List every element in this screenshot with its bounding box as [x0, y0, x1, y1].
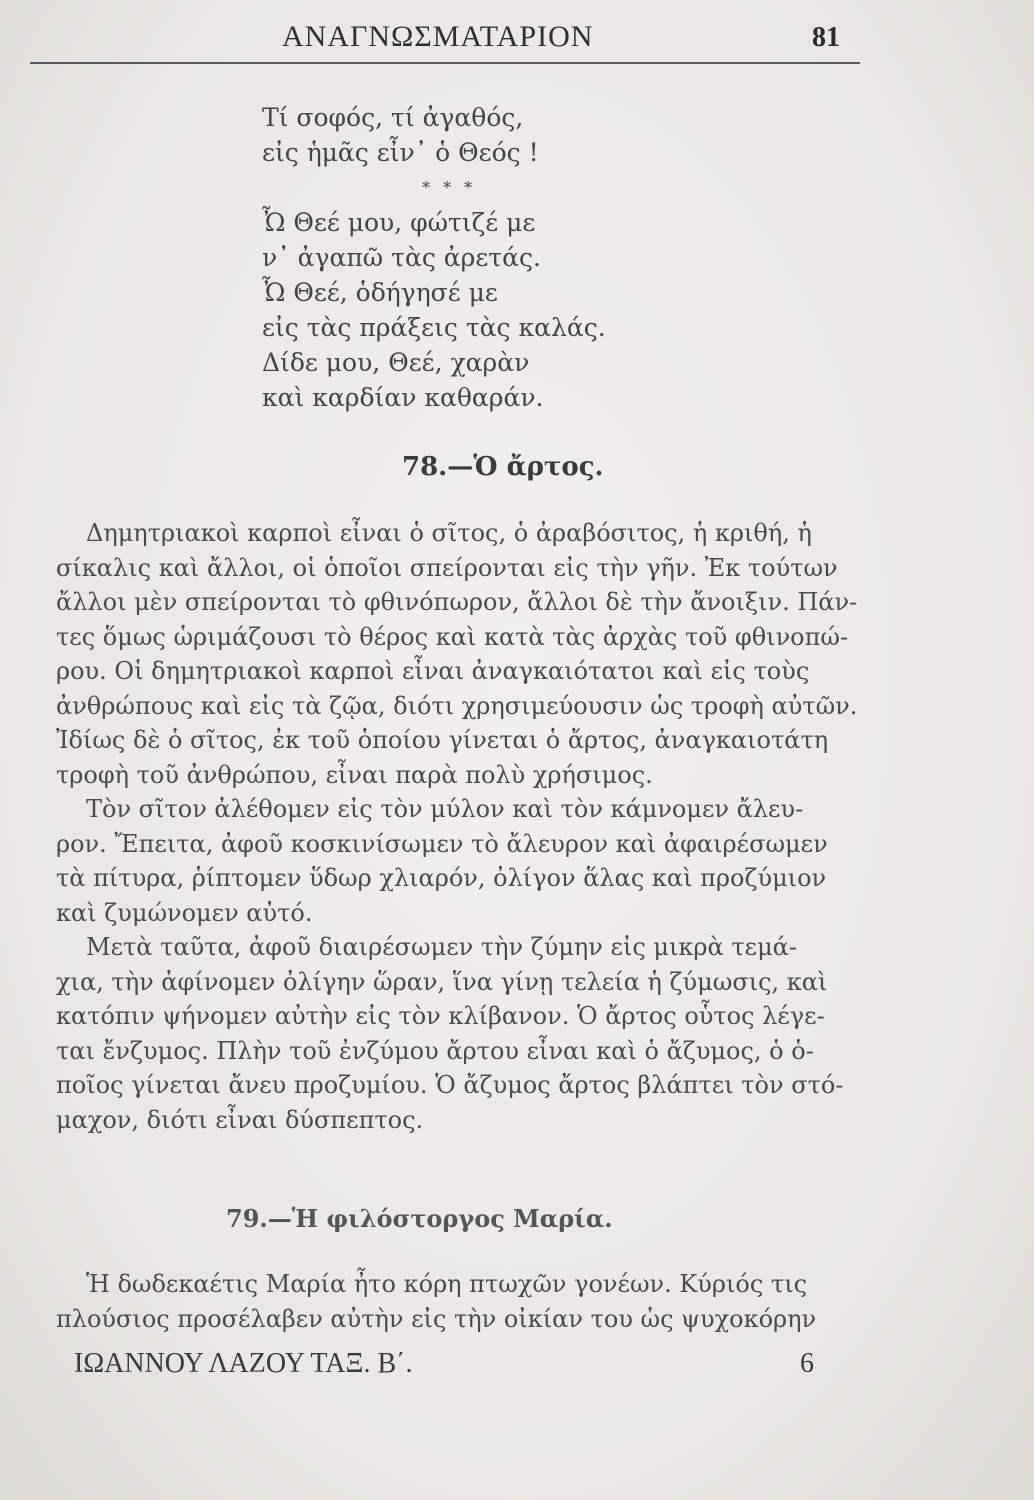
- text-line: Ἰδίως δὲ ὁ σῖτος, ἐκ τοῦ ὁποίου γίνεται ὁ ἄρτος, ἀναγκαιοτάτη: [56, 726, 829, 754]
- poem-line: Δίδε μου, Θεέ, χαρὰν: [262, 348, 530, 377]
- running-title: ΑΝΑΓΝΩΣΜΑΤΑΡΙΟΝ: [282, 20, 594, 53]
- section-heading-78: 78.—Ὁ ἄρτος.: [402, 452, 604, 482]
- text-line: Μετὰ ταῦτα, ἀφοῦ διαιρέσωμεν τὴν ζύμην εἰς μικρὰ τεμά-: [86, 933, 797, 961]
- text-line: καὶ ζυμώνομεν αὐτό.: [56, 898, 313, 927]
- text-line: τροφὴ τοῦ ἀνθρώπου, εἶναι παρὰ πολὺ χρήσιμος.: [56, 760, 653, 789]
- poem: [262, 100, 606, 415]
- poem-line: εἰς ἡμᾶς εἶν᾽ ὁ Θεός !: [262, 138, 539, 167]
- text-line: πλούσιος προσέλαβεν αὐτὴν εἰς τὴν οἰκίαν του ὡς ψυχοκόρην: [56, 1304, 817, 1333]
- poem-line: Ὦ Θεέ, ὁδήγησέ με: [262, 278, 498, 307]
- text-line: ρου. Οἱ δημητριακοὶ καρποὶ εἶναι ἀναγκαιότατοι καὶ εἰς τοὺς: [56, 657, 810, 685]
- page-header: [0, 14, 1034, 60]
- stanza-separator: * * *: [422, 178, 477, 197]
- text-line: σίκαλις καὶ ἄλλοι, οἱ ὁποῖοι σπείρονται εἰς τὴν γῆν. Ἐκ τούτων: [56, 553, 838, 582]
- text-line: χια, τὴν ἀφίνομεν ὀλίγην ὥραν, ἵνα γίνῃ τελεία ἡ ζύμωσις, καὶ: [56, 967, 828, 996]
- sheet-number: 6: [800, 1348, 814, 1379]
- printer-signature: ΙΩΑΝΝΟΥ ΛΑΖΟΥ ΤΑΞ. Β΄.: [74, 1348, 413, 1379]
- header-rule: [30, 62, 860, 64]
- text-line: κατόπιν ψήνομεν αὐτὴν εἰς τὸν κλίβανον. Ὁ ἄρτος οὗτος λέγε-: [56, 1002, 825, 1030]
- poem-line: καὶ καρδίαν καθαράν.: [262, 383, 544, 412]
- poem-line: Ὦ Θεέ μου, φώτιζέ με: [262, 208, 536, 237]
- section-79-text: [56, 1267, 864, 1336]
- text-line: ρον. Ἔπειτα, ἀφοῦ κοσκινίσωμεν τὸ ἄλευρον καὶ ἀφαιρέσωμεν: [56, 829, 828, 858]
- text-line: Ἡ δωδεκαέτις Μαρία ἦτο κόρη πτωχῶν γονέων. Κύριός τις: [86, 1270, 808, 1298]
- text-line: μαχον, διότι εἶναι δύσπεπτος.: [56, 1105, 424, 1134]
- text-line: ται ἔνζυμος. Πλὴν τοῦ ἐνζύμου ἄρτου εἶναι καὶ ὁ ἄζυμος, ὁ ὁ-: [56, 1036, 814, 1065]
- text-line: Δημητριακοὶ καρποὶ εἶναι ὁ σῖτος, ὁ ἀραβόσιτος, ἡ κριθή, ἡ: [86, 519, 812, 547]
- text-line: ἄλλοι μὲν σπείρονται τὸ φθινόπωρον, ἄλλοι δὲ τὴν ἄνοιξιν. Πάν-: [56, 588, 858, 616]
- poem-line: εἰς τὰς πράξεις τὰς καλάς.: [262, 313, 606, 342]
- text-line: ἀνθρώπους καὶ εἰς τὰ ζῷα, διότι χρησιμεύουσιν ὡς τροφὴ αὐτῶν.: [56, 691, 858, 720]
- text-line: τὰ πίτυρα, ῥίπτομεν ὕδωρ χλιαρόν, ὀλίγον ἅλας καὶ προζύμιον: [56, 864, 827, 892]
- poem-line: Τί σοφός, τί ἀγαθός,: [262, 103, 524, 132]
- section-78-text: [56, 516, 864, 1137]
- text-line: τες ὅμως ὡριμάζουσι τὸ θέρος καὶ κατὰ τὰς ἀρχὰς τοῦ φθινοπώ-: [56, 622, 849, 651]
- poem-line: ν᾽ ἀγαπῶ τὰς ἀρετάς.: [262, 243, 541, 272]
- text-line: Τὸν σῖτον ἀλέθομεν εἰς τὸν μύλον καὶ τὸν κάμνομεν ἄλευ-: [86, 795, 804, 823]
- page-number: 81: [812, 22, 840, 53]
- section-heading-79: 79.—Ἡ φιλόστοργος Μαρία.: [226, 1204, 613, 1233]
- text-line: ποῖος γίνεται ἄνευ προζυμίου. Ὁ ἄζυμος ἄρτος βλάπτει τὸν στό-: [56, 1071, 844, 1099]
